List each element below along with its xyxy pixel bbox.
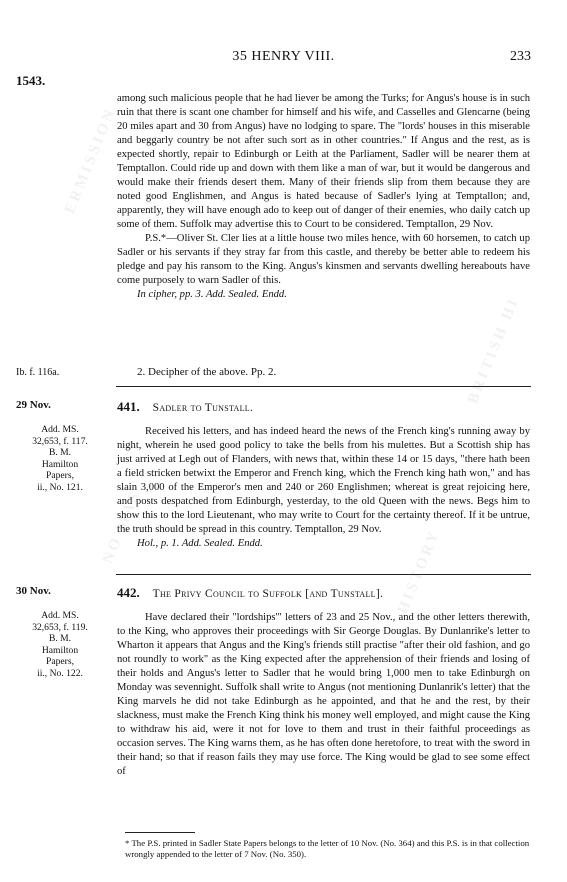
document-description: Hol., p. 1. Add. Sealed. Endd. bbox=[137, 538, 263, 549]
document-description: In cipher, pp. 3. Add. Sealed. Endd. bbox=[137, 289, 287, 300]
entry-number: 442. bbox=[117, 585, 140, 600]
source-line: ii., No. 122. bbox=[37, 667, 83, 679]
source-line: Hamilton bbox=[41, 644, 79, 656]
entry-title: The Privy Council to Suffolk [and Tunstall]. bbox=[152, 588, 384, 600]
page-number: 233 bbox=[510, 49, 531, 64]
entry-date: 30 Nov. bbox=[16, 585, 51, 597]
margin-year: 1543. bbox=[16, 73, 46, 88]
watermark-3: NO MAS bbox=[100, 488, 144, 566]
footnote-rule bbox=[125, 832, 195, 833]
postscript: P.S.*—Oliver St. Cler lies at a little house two miles hence, with 60 horsemen, to catch up Sadler or his servants if they stray far from this castle, and thereby be better able to redeem his pledge and pay his ransom to the King. Angus's kinsmen and servants dwelling hereabouts have come purposely to warn Sadler of this. bbox=[117, 233, 530, 286]
source-line: 32,653, f. 117. bbox=[32, 435, 88, 447]
paragraph: among such malicious people that he had liever be among the Turks; for Angus's house is in such ruin that there is scant one chamber for himself and his wife, and Casselles and Glencarne (being 20 miles apart and 30 from Angus) have no lodging to spare. The "lords' houses in this miserable and beggarly country be not after such sort as in other countries." If Angus and the rest, as is expected shortly, repair to Edinburgh or Leith at the Parliament, Sadler will be nearer them at Temptallon. Could ride up and down with them like a man of war, but it would be dangerous and would make their friends desert them. Many of their friends slip from them because they are noted good Englishmen, and Angus is hated because of Sadler's lying at Temptallon; and, apparently, they will have enough ado to keep out of danger of their enemies, who daily catch up some of them. Suffolk may advertise this to Court to be considered. Temptallon, 29 Nov. bbox=[117, 93, 530, 230]
source-citation bbox=[16, 424, 104, 493]
source-line: Papers, bbox=[46, 470, 74, 481]
entry-heading bbox=[117, 585, 530, 602]
source-line: Papers, bbox=[46, 656, 74, 667]
watermark-4: HISTORY bbox=[395, 527, 444, 616]
source-line: Add. MS. bbox=[41, 424, 79, 435]
divider bbox=[116, 386, 531, 387]
paragraph: Have declared their "lordships'" letters of 23 and 25 Nov., and the other letters therewith, to the King, who approves their proceedings with Sir George Douglas. By Dunlanrike's letter to Wharton it appears that Angus and the King's friends still practise "after their old fashion, and go not roundly to work" as the King expected after the apprehension of their friends and losing of their holds and Angus's letter to Sadler that he would bring 1,000 men to take Edinburgh on Monday was sevennight. Suffolk shall write to Angus (not mentioning Dunlanrik's letter) that the King marvels he did not take Edinburgh as he appointed, and that he and the rest, by their slackness, must make the French King think his money well employed, and might cause the King to withdraw his aid, were it not for love to them and trust in their faithful proceedings as occasion serves. The King warns them, as he has often done heretofore, to treat with the sword in their hand; so that if reason fails they may use force. The King would be glad to see some effect of bbox=[117, 612, 530, 777]
source-citation bbox=[16, 610, 104, 679]
source-reference: Ib. f. 116a. bbox=[16, 367, 60, 378]
watermark-2: BRITISH HI bbox=[465, 294, 523, 406]
running-title: 35 HENRY VIII. bbox=[232, 49, 335, 64]
entry-body bbox=[117, 611, 530, 779]
source-line: Hamilton bbox=[41, 458, 79, 470]
footnote: * The P.S. printed in Sadler State Papers belongs to the letter of 10 Nov. (No. 364) and this P.S. is in that collection wrongly appended to the letter of 7 Nov. (No. 350). bbox=[125, 838, 530, 859]
source-line: 32,653, f. 119. bbox=[32, 621, 88, 633]
entry-date: 29 Nov. bbox=[16, 399, 51, 411]
entry-number: 441. bbox=[117, 399, 140, 414]
entry-title: Sadler to Tunstall. bbox=[152, 402, 254, 414]
item-2: 2. Decipher of the above. Pp. 2. bbox=[137, 366, 277, 378]
watermark-1: ERMISSION bbox=[62, 105, 120, 216]
source-line: ii., No. 121. bbox=[37, 481, 83, 493]
source-line: Add. MS. bbox=[41, 610, 79, 621]
paragraph: Received his letters, and has indeed heard the news of the French king's running away by night, wherein he used good policy to take the bells from his mulettes. But a Scottish ship has just arrived at Legh out of Flanders, with news that, within these 14 or 15 days, "there hath been a field stricken betwixt the Emperor and French king, which the French king hath won," and has slain 3,000 of the Emperor's men and 240 or 260 Englishmen; whereat is great rejoicing here, and posts despatched from Edinburgh, yesterday, to the old Queen with the news. Begs him to show this to the lord Lieutenant, who may write to Court for the certainty thereof. If it be untrue, the truth should be spread in this country. Temptallon, 29 Nov. bbox=[117, 426, 530, 535]
entry-heading bbox=[117, 399, 530, 416]
source-line: B. M. bbox=[48, 633, 72, 644]
entry-body bbox=[117, 425, 530, 551]
continuation-text bbox=[117, 92, 530, 302]
source-line: B. M. bbox=[48, 447, 72, 458]
divider bbox=[116, 574, 531, 575]
